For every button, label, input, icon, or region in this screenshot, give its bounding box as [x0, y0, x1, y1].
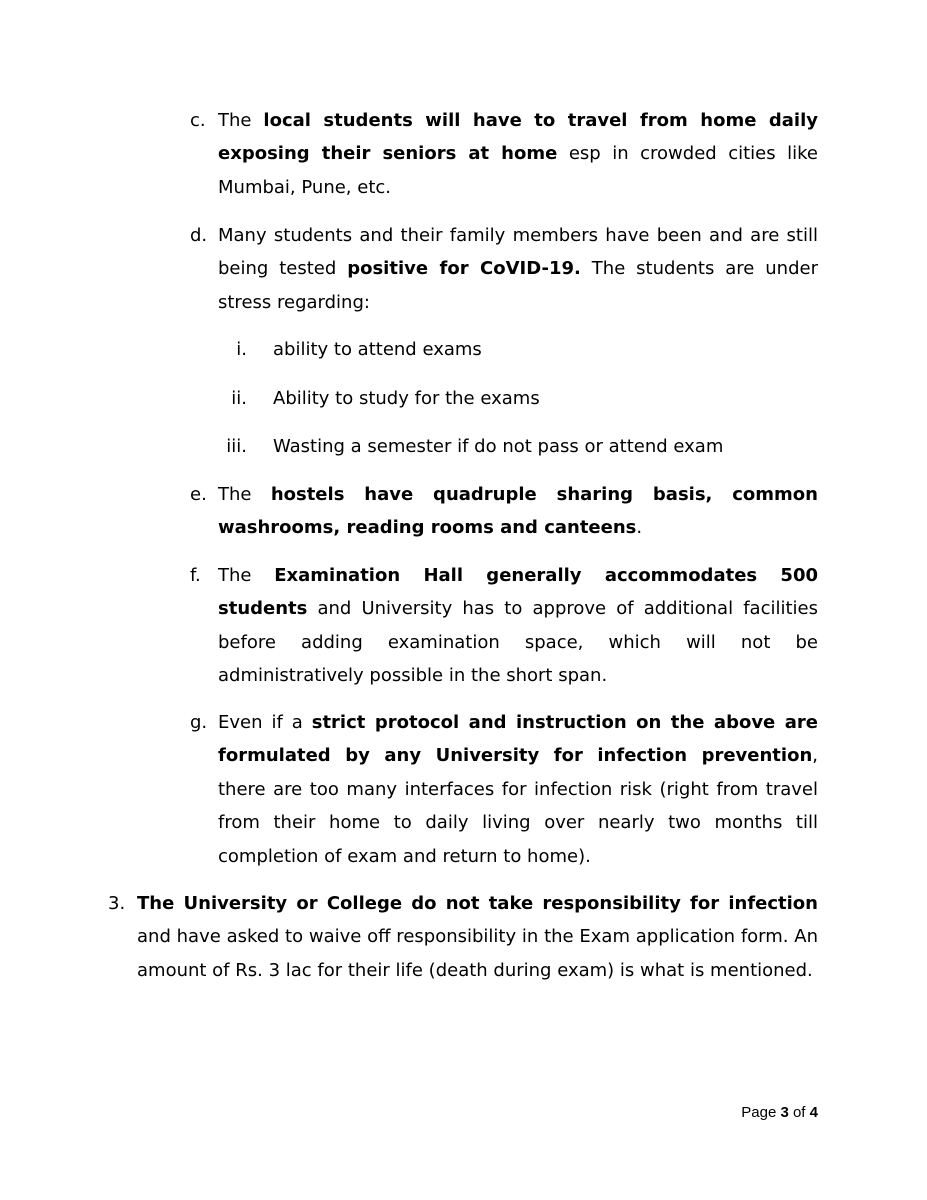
roman-marker: ii.: [231, 388, 247, 409]
paragraph: The University or College do not take responsibility for infection and have asked to waive off responsibility in the Exam application form. An amount of Rs. 3 lac for their life (death during exam) is what is mentioned.: [137, 893, 818, 981]
list-marker: c.: [190, 110, 206, 131]
list-marker: e.: [190, 484, 207, 505]
paragraph: The local students will have to travel from home daily exposing their seniors at home esp in crowded cities like Mumbai, Pune, etc.: [218, 110, 819, 198]
list-item-d: [190, 219, 818, 319]
bold-text: local students will have to travel from home daily exposing their seniors at home: [218, 110, 819, 165]
sub-list-item: i. ability to attend exams: [273, 333, 833, 366]
bold-text: hostels have quadruple sharing basis, common washrooms, reading rooms and canteens: [218, 484, 818, 539]
list-marker: d.: [190, 225, 208, 246]
sub-list-item: ii. Ability to study for the exams: [273, 382, 833, 415]
bold-text: The University or College do not take responsibility for infection: [137, 893, 818, 914]
list-marker: g.: [190, 712, 208, 733]
current-page-number: 3: [780, 1104, 789, 1121]
paragraph: The Examination Hall generally accommodates 500 students and University has to approve of additional facilities before adding examination space, which will not be administratively possible in the short span.: [218, 565, 818, 687]
roman-marker: i.: [236, 339, 247, 360]
sub-list-item: iii. Wasting a semester if do not pass or attend exam: [273, 430, 833, 463]
paragraph: The hostels have quadruple sharing basis, common washrooms, reading rooms and canteens.: [218, 484, 818, 539]
total-page-count: 4: [809, 1104, 818, 1121]
bold-text: Examination Hall generally accommodates 500 students: [218, 565, 818, 620]
list-item-f: [190, 559, 818, 693]
roman-marker: iii.: [226, 436, 247, 457]
bold-text: positive for CoVID-19.: [347, 258, 581, 280]
bold-text: strict protocol and instruction on the above are formulated by any University for infection prevention: [218, 712, 818, 767]
list-item-c: [190, 104, 819, 204]
list-item-e: [190, 478, 818, 545]
list-marker: f.: [190, 565, 201, 586]
paragraph: Many students and their family members have been and are still being tested positive for CoVID-19. The students are under stress regarding:: [218, 225, 818, 313]
list-item-g: [190, 706, 818, 873]
page-number-footer: Page 3 of 4: [741, 1104, 818, 1121]
paragraph: Even if a strict protocol and instruction on the above are formulated by any University for infection prevention, there are too many interfaces for infection risk (right from travel from their home to daily living over nearly two months till completion of exam and return to home).: [218, 712, 818, 867]
numbered-point-3: [108, 887, 818, 987]
list-marker: 3.: [108, 893, 126, 914]
